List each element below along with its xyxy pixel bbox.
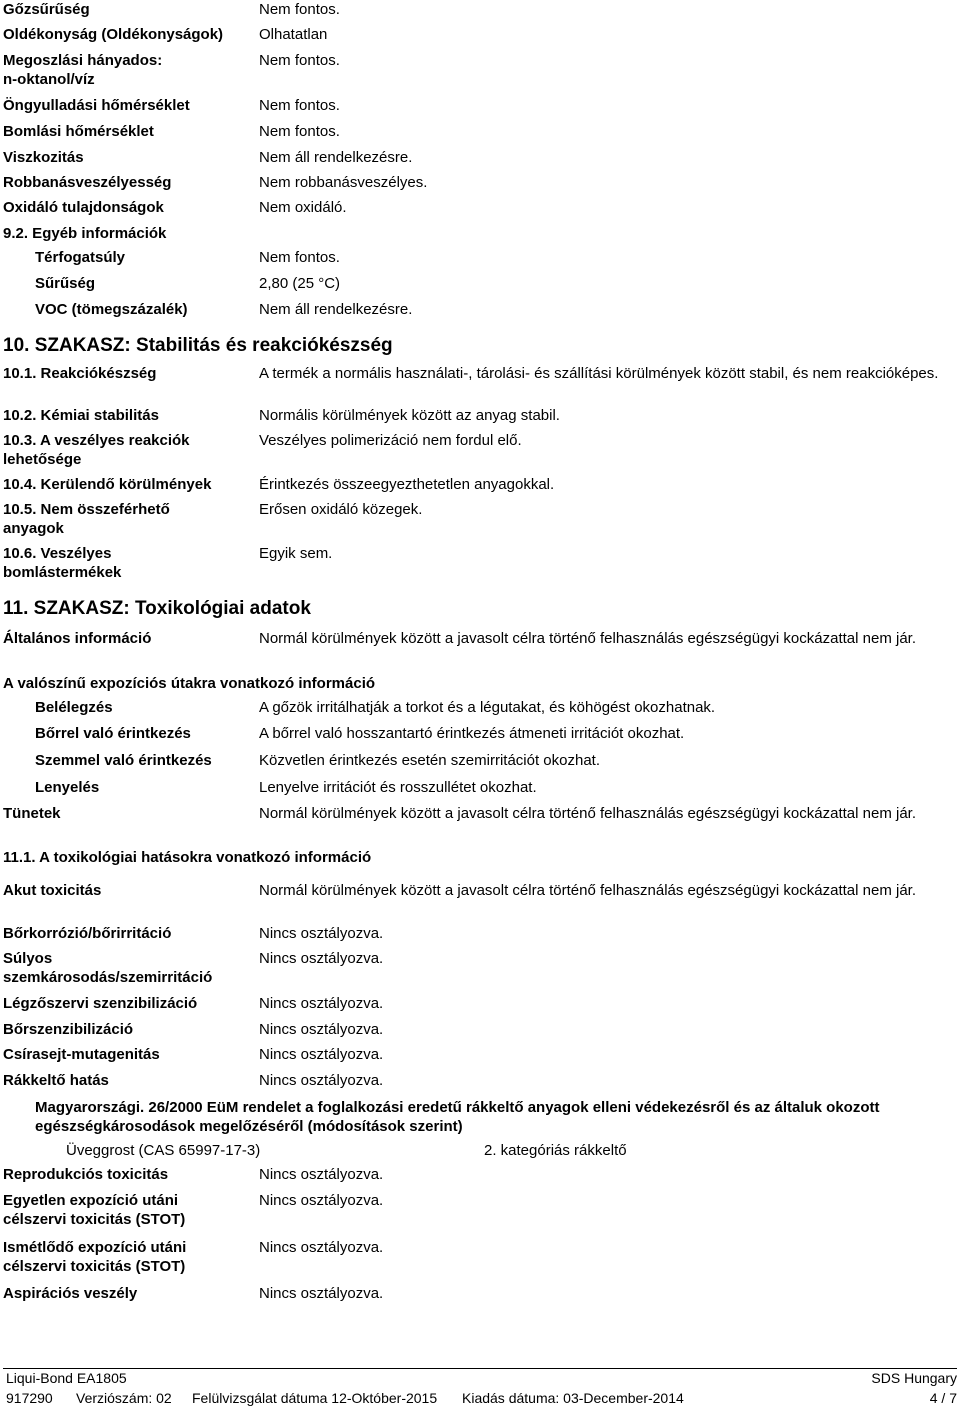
stability-label: 10.5. Nem összeférhető anyagok [3,501,170,537]
tox-label: Súlyos szemkárosodás/szemirritáció [3,950,213,986]
tox-label: Ismétlődő expozíció utáni célszervi toxicitás (STOT) [3,1239,187,1275]
tox-label: Csírasejt-mutagenitás [3,1046,160,1063]
stability-label: 10.2. Kémiai stabilitás [3,407,159,424]
tox-label: Légzőszervi szenzibilizáció [3,995,198,1012]
prop-label: Öngyulladási hőmérséklet [3,97,190,114]
prop-label: Gőzsűrűség [3,1,90,18]
substance-category: 2. kategóriás rákkeltő [484,1142,627,1159]
prop-label: VOC (tömegszázalék) [35,301,188,318]
tox-value: Nincs osztályozva. [259,995,384,1012]
tox-label: Egyetlen expozíció utáni célszervi toxicitás (STOT) [3,1192,186,1228]
tox-value: Nincs osztályozva. [259,1192,384,1209]
stability-label: 10.4. Kerülendő körülmények [3,476,212,493]
prop-value: 2,80 (25 °C) [259,275,341,292]
stability-label: 10.1. Reakciókészség [3,365,157,382]
prop-label: Megoszlási hányados: n-oktanol/víz [3,52,163,88]
prop-value: Nem robbanásveszélyes. [259,174,428,191]
section-11-heading: 11. SZAKASZ: Toxikológiai adatok [3,598,311,619]
tox-label: Akut toxicitás [3,882,102,899]
tox-label: Aspirációs veszély [3,1285,138,1302]
prop-value: Nem fontos. [259,97,340,114]
prop-value: Olhatatlan [259,26,328,43]
prop-value: Nem fontos. [259,1,340,18]
exposure-value: Lenyelve irritációt és rosszullétet okozhat. [259,779,537,796]
tox-value: Nincs osztályozva. [259,1239,384,1256]
tox-label: Bőrkorrózió/bőrirritáció [3,925,172,942]
section-10-heading: 10. SZAKASZ: Stabilitás és reakciókészség [3,335,393,356]
exposure-value: A gőzök irritálhatják a torkot és a légutakat, és köhögést okozhatnak. [259,699,716,716]
stability-label: 10.3. A veszélyes reakciók lehetősége [3,432,190,468]
prop-value: Nem fontos. [259,249,340,266]
tox-value: Nincs osztályozva. [259,925,384,942]
prop-value: Nem áll rendelkezésre. [259,301,413,318]
prop-label: 9.2. Egyéb információk [3,225,167,242]
tox-label: Bőrszenzibilizáció [3,1021,134,1038]
substance-name: Üveggrost (CAS 65997-17-3) [66,1142,261,1159]
tox-value: Nincs osztályozva. [259,1166,384,1183]
stability-label: 10.6. Veszélyes bomlástermékek [3,545,122,581]
exposure-label: Szemmel való érintkezés [35,752,212,769]
tox-value: Normál körülmények között a javasolt célra történő felhasználás egészségügyi kockázattal nem jár. [259,882,916,899]
tox-heading: 11.1. A toxikológiai hatásokra vonatkozó információ [3,849,372,866]
tox-value: Nincs osztályozva. [259,1021,384,1038]
general-info-value: Normál körülmények között a javasolt célra történő felhasználás egészségügyi kockázattal nem jár. [259,630,916,647]
symptoms-value: Normál körülmények között a javasolt célra történő felhasználás egészségügyi kockázattal nem jár. [259,805,916,822]
exposure-label: Bőrrel való érintkezés [35,725,191,742]
footer-revision-date: Felülvizsgálat dátuma 12-Október-2015 [192,1390,438,1406]
footer-code: 917290 [6,1390,53,1406]
prop-label: Viszkozitás [3,149,84,166]
exposure-value: Közvetlen érintkezés esetén szemirritációt okozhat. [259,752,600,769]
exposure-label: Belélegzés [35,699,113,716]
stability-value: Erősen oxidáló közegek. [259,501,423,518]
prop-label: Térfogatsúly [35,249,126,266]
hungary-regulation-note: Magyarországi. 26/2000 EüM rendelet a foglalkozási eredetű rákkeltő anyagok elleni védekezésről és az általuk okozott egészségkárosodások megelőzéséről (módosítások szerint) [35,1099,880,1135]
stability-value: Veszélyes polimerizáció nem fordul elő. [259,432,522,449]
prop-value: Nem fontos. [259,123,340,140]
stability-value: Normális körülmények között az anyag stabil. [259,407,560,424]
tox-value: Nincs osztályozva. [259,950,384,967]
prop-value: Nem áll rendelkezésre. [259,149,413,166]
footer-version: Verziószám: 02 [76,1390,172,1406]
footer-product-name: Liqui-Bond EA1805 [6,1370,127,1386]
prop-value: Nem fontos. [259,52,340,69]
symptoms-label: Tünetek [3,805,61,822]
prop-value: Nem oxidáló. [259,199,347,216]
tox-label: Rákkeltő hatás [3,1072,109,1089]
prop-label: Robbanásveszélyesség [3,174,172,191]
footer-issue-date: Kiadás dátuma: 03-December-2014 [462,1390,684,1406]
prop-label: Bomlási hőmérséklet [3,123,154,140]
prop-label: Oldékonyság (Oldékonyságok) [3,26,224,43]
stability-value: Érintkezés összeegyezthetetlen anyagokkal. [259,476,555,493]
tox-label: Reprodukciós toxicitás [3,1166,169,1183]
footer-sds-label: SDS Hungary [871,1370,957,1386]
stability-value: Egyik sem. [259,545,333,562]
tox-value: Nincs osztályozva. [259,1072,384,1089]
exposure-label: Lenyelés [35,779,100,796]
general-info-label: Általános információ [3,630,152,647]
footer-page-number: 4 / 7 [929,1390,957,1406]
tox-value: Nincs osztályozva. [259,1046,384,1063]
exposure-heading: A valószínű expozíciós útakra vonatkozó információ [3,675,376,692]
exposure-value: A bőrrel való hosszantartó érintkezés átmeneti irritációt okozhat. [259,725,685,742]
stability-value: A termék a normális használati-, tárolási- és szállítási körülmények között stabil, és nem reakcióképes. [259,365,939,382]
prop-label: Sűrűség [35,275,96,292]
prop-label: Oxidáló tulajdonságok [3,199,164,216]
footer-divider [3,1368,957,1369]
tox-value: Nincs osztályozva. [259,1285,384,1302]
